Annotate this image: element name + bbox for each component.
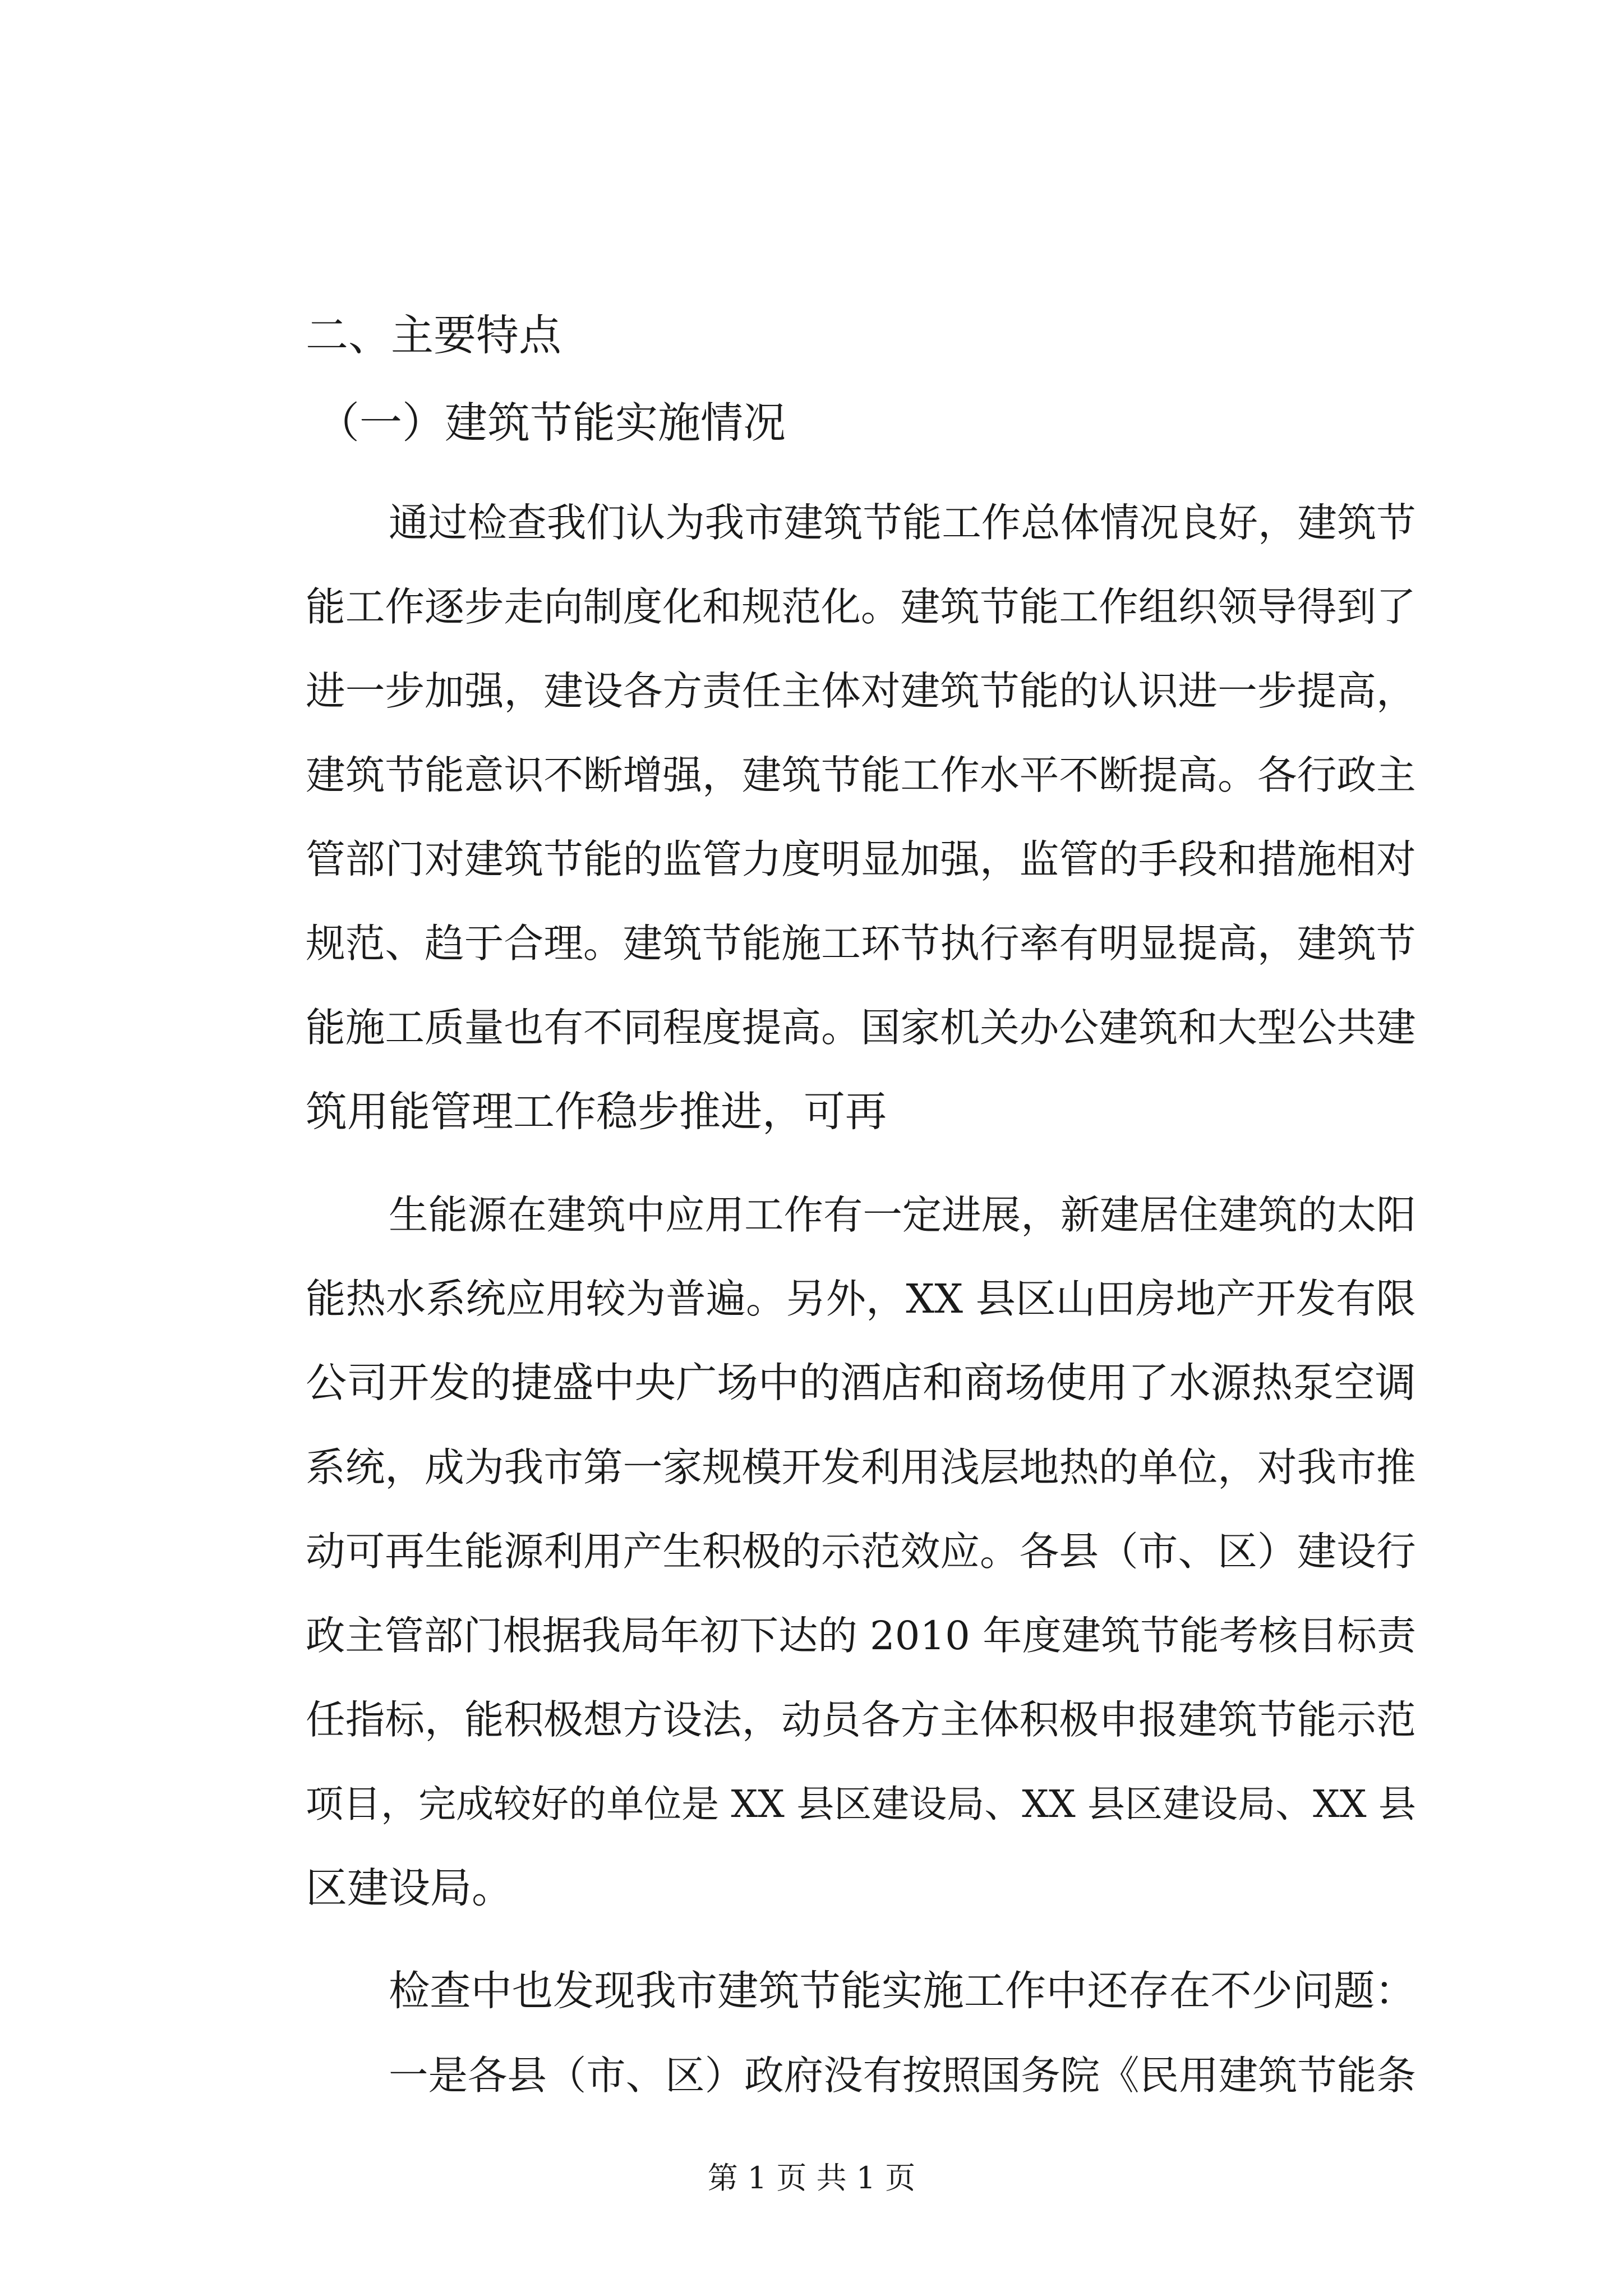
paragraph-line: 政主管部门根据我局年初下达的 2010 年度建筑节能考核目标责 — [306, 1613, 1416, 1659]
paragraph-line: 管部门对建筑节能的监管力度明显加强，监管的手段和措施相对 — [306, 836, 1416, 882]
paragraph-4 — [306, 2033, 1416, 2118]
paragraph-line: 筑用能管理工作稳步推进，可再 — [306, 1088, 887, 1136]
paragraph-line: 生能源在建筑中应用工作有一定进展，新建居住建筑的太阳 — [389, 1192, 1416, 1238]
paragraph-line: 任指标，能积极想方设法，动员各方主体积极申报建筑节能示范 — [306, 1696, 1416, 1743]
document-body — [306, 306, 1416, 2118]
paragraph-line: 动可再生能源利用产生积极的示范效应。各县（市、区）建设行 — [306, 1528, 1416, 1575]
paragraph-line: 项目，完成较好的单位是 XX 县区建设局、XX 县区建设局、XX 县 — [306, 1782, 1416, 1826]
paragraph-line: 能热水系统应用较为普遍。另外，XX 县区山田房地产开发有限 — [306, 1276, 1416, 1322]
paragraph-line: 一是各县（市、区）政府没有按照国务院《民用建筑节能条 — [389, 2053, 1416, 2099]
paragraph-line: 区建设局。 — [306, 1864, 513, 1912]
paragraph-line: 规范、趋于合理。建筑节能施工环节执行率有明显提高，建筑节 — [306, 920, 1416, 967]
paragraph-line: 系统，成为我市第一家规模开发利用浅层地热的单位，对我市推 — [306, 1444, 1416, 1490]
page-footer: 第 1 页 共 1 页 — [707, 2160, 916, 2196]
paragraph-2 — [306, 1173, 1416, 1930]
paragraph-1 — [306, 481, 1416, 1154]
paragraph-line: 公司开发的捷盛中央广场中的酒店和商场使用了水源热泵空调 — [306, 1359, 1416, 1407]
paragraph-line: 能施工质量也有不同程度提高。国家机关办公建筑和大型公共建 — [306, 1004, 1416, 1051]
paragraph-line: 建筑节能意识不断增强，建筑节能工作水平不断提高。各行政主 — [306, 752, 1416, 798]
paragraph-line: 能工作逐步走向制度化和规范化。建筑节能工作组织领导得到了 — [306, 583, 1416, 630]
paragraph-line: 通过检查我们认为我市建筑节能工作总体情况良好，建筑节 — [389, 500, 1416, 546]
paragraph-line: 进一步加强，建设各方责任主体对建筑节能的认识进一步提高， — [306, 668, 1416, 714]
paragraph-3 — [306, 1949, 1416, 2033]
subsection-heading: （一）建筑节能实施情况 — [317, 398, 786, 448]
paragraph-line: 检查中也发现我市建筑节能实施工作中还存在不少问题： — [389, 1967, 1416, 2015]
section-heading: 二、主要特点 — [306, 310, 561, 360]
